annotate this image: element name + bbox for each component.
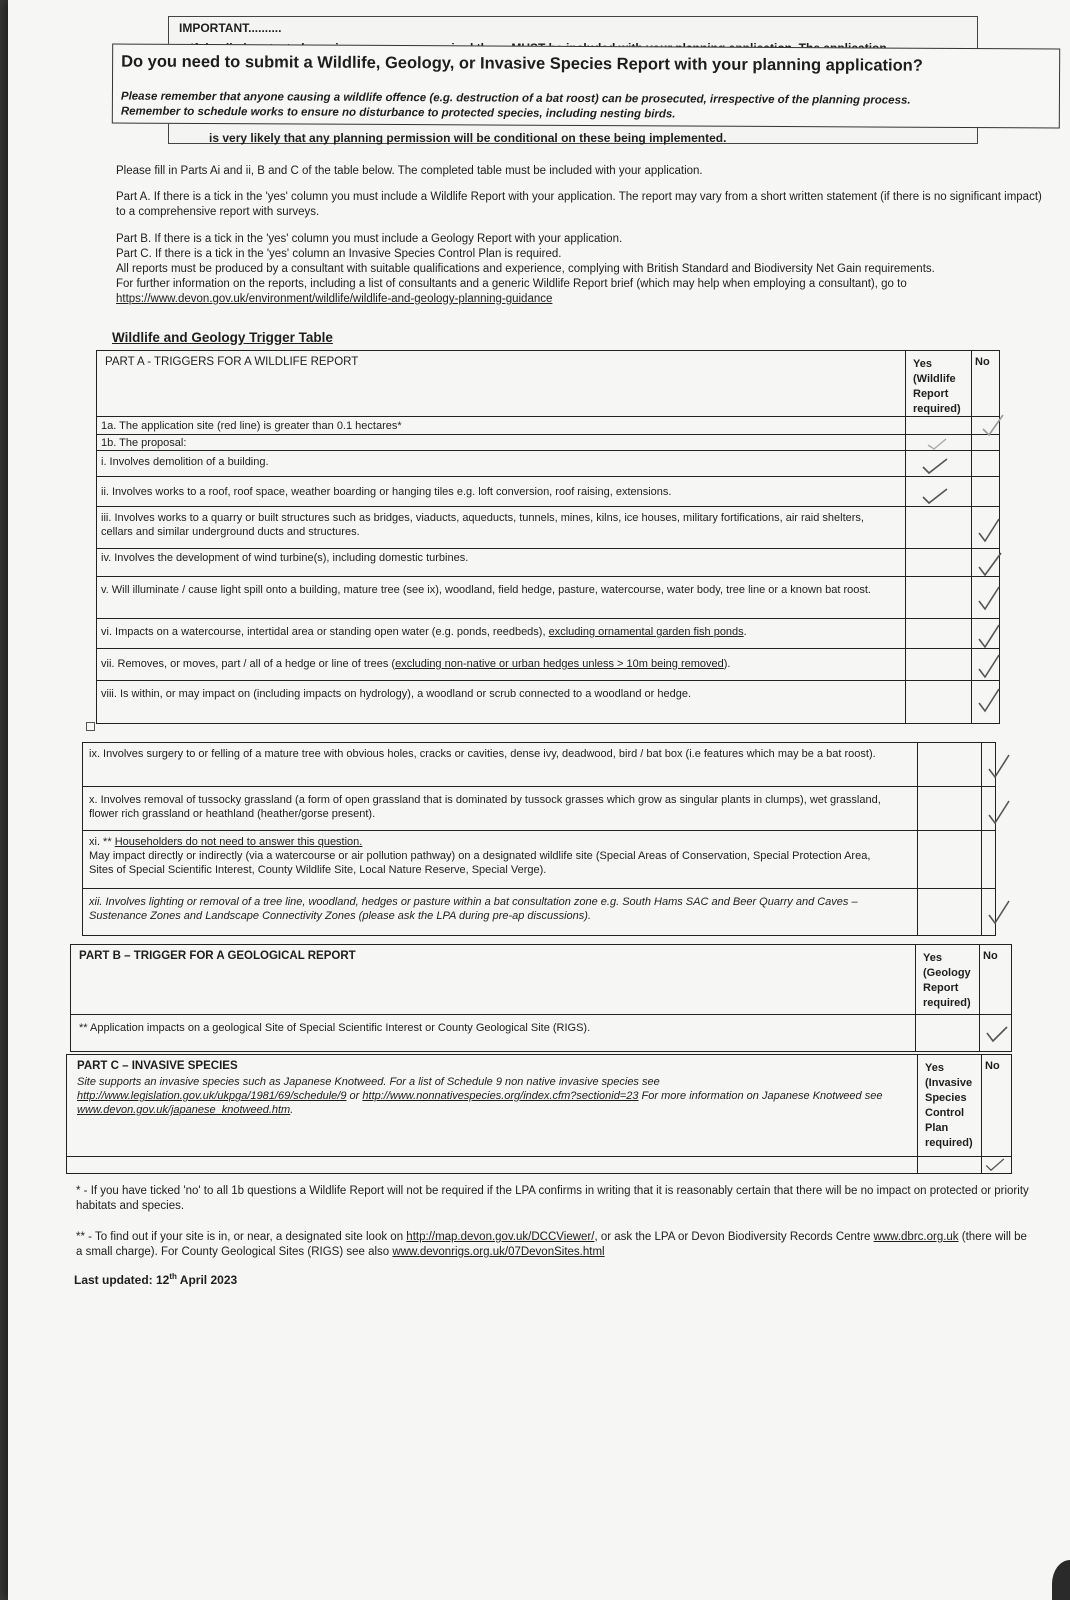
tick-mark-icon[interactable] xyxy=(919,479,949,509)
part-a-continued-table xyxy=(82,742,996,936)
tick-mark-icon[interactable] xyxy=(975,685,1005,715)
knotweed-link[interactable]: www.devon.gov.uk/japanese_knotweed.htm xyxy=(77,1104,291,1116)
table-row xyxy=(97,619,999,649)
table-row xyxy=(97,477,999,507)
tick-mark-icon[interactable] xyxy=(985,751,1015,781)
row-text: i. Involves demolition of a building. xyxy=(101,456,269,468)
part-b-header: PART B – TRIGGER FOR A GEOLOGICAL REPORT xyxy=(79,950,356,962)
tick-mark-icon[interactable] xyxy=(975,583,1005,613)
table-row xyxy=(71,1015,1011,1053)
part-a-header-row xyxy=(97,351,999,417)
question-line-1: Please remember that anyone causing a wildlife offence (e.g. destruction of a bat roost) can be prosecuted, irrespective of the planning process. xyxy=(120,90,911,107)
dbrc-link[interactable]: www.dbrc.org.uk xyxy=(873,1231,959,1243)
part-b-header-row xyxy=(71,945,1011,1015)
row-text: x. Involves removal of tussocky grassland (a form of open grassland that is dominated by tussock grasses which grow as singular plants in clumps), wet grassland, flower rich grassland or heathland (heather/gorse present). xyxy=(89,794,881,820)
tick-mark-icon[interactable] xyxy=(983,1151,1007,1175)
table-row xyxy=(97,435,999,451)
small-checkbox-icon[interactable] xyxy=(86,722,95,731)
table-row xyxy=(83,787,995,831)
part-c-header: PART C – INVASIVE SPECIES xyxy=(77,1060,238,1072)
table-row xyxy=(97,549,999,577)
part-c-no-header: No xyxy=(985,1060,1000,1072)
tick-mark-icon[interactable] xyxy=(919,449,949,479)
row-text: viii. Is within, or may impact on (including impacts on hydrology), a woodland or scrub connected to a woodland or hedge. xyxy=(101,688,692,700)
tick-mark-icon[interactable] xyxy=(975,621,1005,651)
table-row xyxy=(83,743,995,787)
table-row xyxy=(83,831,995,889)
table-row xyxy=(67,1157,1011,1175)
tick-mark-icon[interactable] xyxy=(981,1017,1011,1047)
row-text: vii. Removes, or moves, part / all of a hedge or line of trees (excluding non-native or urban hedges unless > 10m being removed). xyxy=(101,658,731,670)
table-row xyxy=(97,417,999,435)
important-line-2: is very likely that any planning permission will be conditional on these being implemented. xyxy=(209,131,727,145)
question-line-2: Remember to schedule works to ensure no disturbance to protected species, including nesting birds. xyxy=(120,105,676,121)
footnote-2: ** - To find out if your site is in, or near, a designated site look on http://map.devon.gov.uk/DCCViewer/, or ask the LPA or Devon Biodiversity Records Centre www.dbrc.org.uk (there will be a small charge). For County Geological Sites (RIGS) see also www.devonrigs.org.uk/07DevonSites.html xyxy=(76,1231,1027,1258)
intro-paragraph-part-c: Part C. If there is a tick in the 'yes' column an Invasive Species Control Plan is required. xyxy=(116,248,562,260)
part-c-row xyxy=(67,1055,1011,1157)
table-row xyxy=(97,649,999,681)
last-updated: Last updated: 12th April 2023 xyxy=(74,1272,238,1287)
row-text: ii. Involves works to a roof, roof space, weather boarding or hanging tiles e.g. loft conversion, roof raising, extensions. xyxy=(101,486,672,498)
section-title: Wildlife and Geology Trigger Table xyxy=(112,330,333,345)
row-text: iii. Involves works to a quarry or built structures such as bridges, viaducts, aqueducts, tunnels, mines, kilns, ice houses, military fortifications, air raid shelters, cellars and similar underground ducts and structures. xyxy=(101,512,864,538)
part-a-header: PART A - TRIGGERS FOR A WILDLIFE REPORT xyxy=(105,356,359,368)
row-text: 1a. The application site (red line) is greater than 0.1 hectares* xyxy=(101,420,402,432)
row-text: iv. Involves the development of wind turbine(s), including domestic turbines. xyxy=(101,552,469,564)
guidance-link[interactable]: https://www.devon.gov.uk/environment/wildlife/wildlife-and-geology-planning-guidance xyxy=(116,293,553,305)
part-c-table xyxy=(66,1054,1012,1174)
part-a-yes-header: Yes (Wildlife Report required) xyxy=(913,358,961,415)
tick-mark-icon[interactable] xyxy=(975,515,1005,545)
intro-paragraph-part-b: Part B. If there is a tick in the 'yes' column you must include a Geology Report with your application. xyxy=(116,233,623,245)
question-title: Do you need to submit a Wildlife, Geology, or Invasive Species Report with your planning application? xyxy=(121,52,923,75)
row-text: 1b. The proposal: xyxy=(101,437,187,449)
legislation-link[interactable]: http://www.legislation.gov.uk/ukpga/1981/69/schedule/9 xyxy=(77,1090,347,1102)
table-row xyxy=(97,507,999,549)
row-text: ix. Involves surgery to or felling of a mature tree with obvious holes, cracks or cavities, dense ivy, deadwood, bird / bat box (i.e features which may be a bat roost). xyxy=(89,748,876,760)
part-a-no-header: No xyxy=(975,356,990,368)
footnote-1: * - If you have ticked 'no' to all 1b questions a Wildlife Report will not be required if the LPA confirms in writing that it is reasonably certain that there will be no impact on protected or priority habitats and species. xyxy=(76,1185,1029,1212)
table-row xyxy=(97,577,999,619)
table-row xyxy=(83,889,995,935)
intro-paragraph-2: Part A. If there is a tick in the 'yes' column you must include a Wildlife Report with your application. The report may vary from a short written statement (if there is no significant impact) to a comprehensive report with surveys. xyxy=(116,191,1042,218)
part-b-table xyxy=(70,944,1012,1052)
part-b-yes-header: Yes (Geology Report required) xyxy=(923,952,971,1009)
page-corner xyxy=(1052,1560,1070,1600)
document-page xyxy=(8,0,1070,1600)
part-c-description: Site supports an invasive species such as Japanese Knotweed. For a list of Schedule 9 non native invasive species see http://www.legislation.gov.uk/ukpga/1981/69/schedule/9 or http://www.nonnativespecies.org/index.cfm?sectionid=23 For more information on Japanese Knotweed see www.devon.gov.uk/japanese_knotweed.htm. xyxy=(77,1076,883,1116)
nonnative-species-link[interactable]: http://www.nonnativespecies.org/index.cfm?sectionid=23 xyxy=(362,1090,639,1102)
tick-mark-icon[interactable] xyxy=(975,549,1005,579)
part-b-no-header: No xyxy=(983,950,998,962)
row-text: ** Application impacts on a geological Site of Special Scientific Interest or County Geological Site (RIGS). xyxy=(79,1022,591,1034)
tick-mark-icon[interactable] xyxy=(985,897,1015,927)
table-row xyxy=(97,451,999,477)
row-text: xii. Involves lighting or removal of a tree line, woodland, hedges or pasture within a bat consultation zone e.g. South Hams SAC and Beer Quarry and Caves – Sustenance Zones and Landscape Connectivity Zones (please ask the LPA during pre-ap discussions). xyxy=(89,896,858,922)
intro-paragraph-1: Please fill in Parts Ai and ii, B and C of the table below. The completed table must be included with your application. xyxy=(116,165,703,177)
intro-paragraph-further-info: For further information on the reports, including a list of consultants and a generic Wildlife Report brief (which may help when employing a consultant), go to xyxy=(116,278,907,290)
table-row xyxy=(97,681,999,723)
row-text: vi. Impacts on a watercourse, intertidal area or standing open water (e.g. ponds, reedbeds), excluding ornamental garden fish ponds. xyxy=(101,626,747,638)
dcc-viewer-link[interactable]: http://map.devon.gov.uk/DCCViewer/ xyxy=(406,1231,595,1243)
devonrigs-link[interactable]: www.devonrigs.org.uk/07DevonSites.html xyxy=(392,1246,605,1258)
part-c-yes-header: Yes (Invasive Species Control Plan required) xyxy=(925,1062,973,1149)
question-notice-box xyxy=(112,44,1060,129)
important-title: IMPORTANT.......... xyxy=(179,21,282,35)
intro-paragraph-reports: All reports must be produced by a consultant with suitable qualifications and experience, complying with British Standard and Biodiversity Net Gain requirements. xyxy=(116,263,935,275)
tick-mark-icon[interactable] xyxy=(975,651,1005,681)
row-text: v. Will illuminate / cause light spill onto a building, mature tree (see ix), woodland, field hedge, pasture, watercourse, water body, tree line or a known bat roost. xyxy=(101,584,871,596)
row-text: xi. ** Householders do not need to answer this question. May impact directly or indirectly (via a watercourse or air pollution pathway) on a designated wildlife site (Special Areas of Conservation, Special Protection Area, Sites of Special Scientific Interest, County Wildlife Site, Local Nature Reserve, Special Verge). xyxy=(89,836,871,876)
tick-mark-icon[interactable] xyxy=(985,797,1015,827)
part-a-table xyxy=(96,350,1000,724)
